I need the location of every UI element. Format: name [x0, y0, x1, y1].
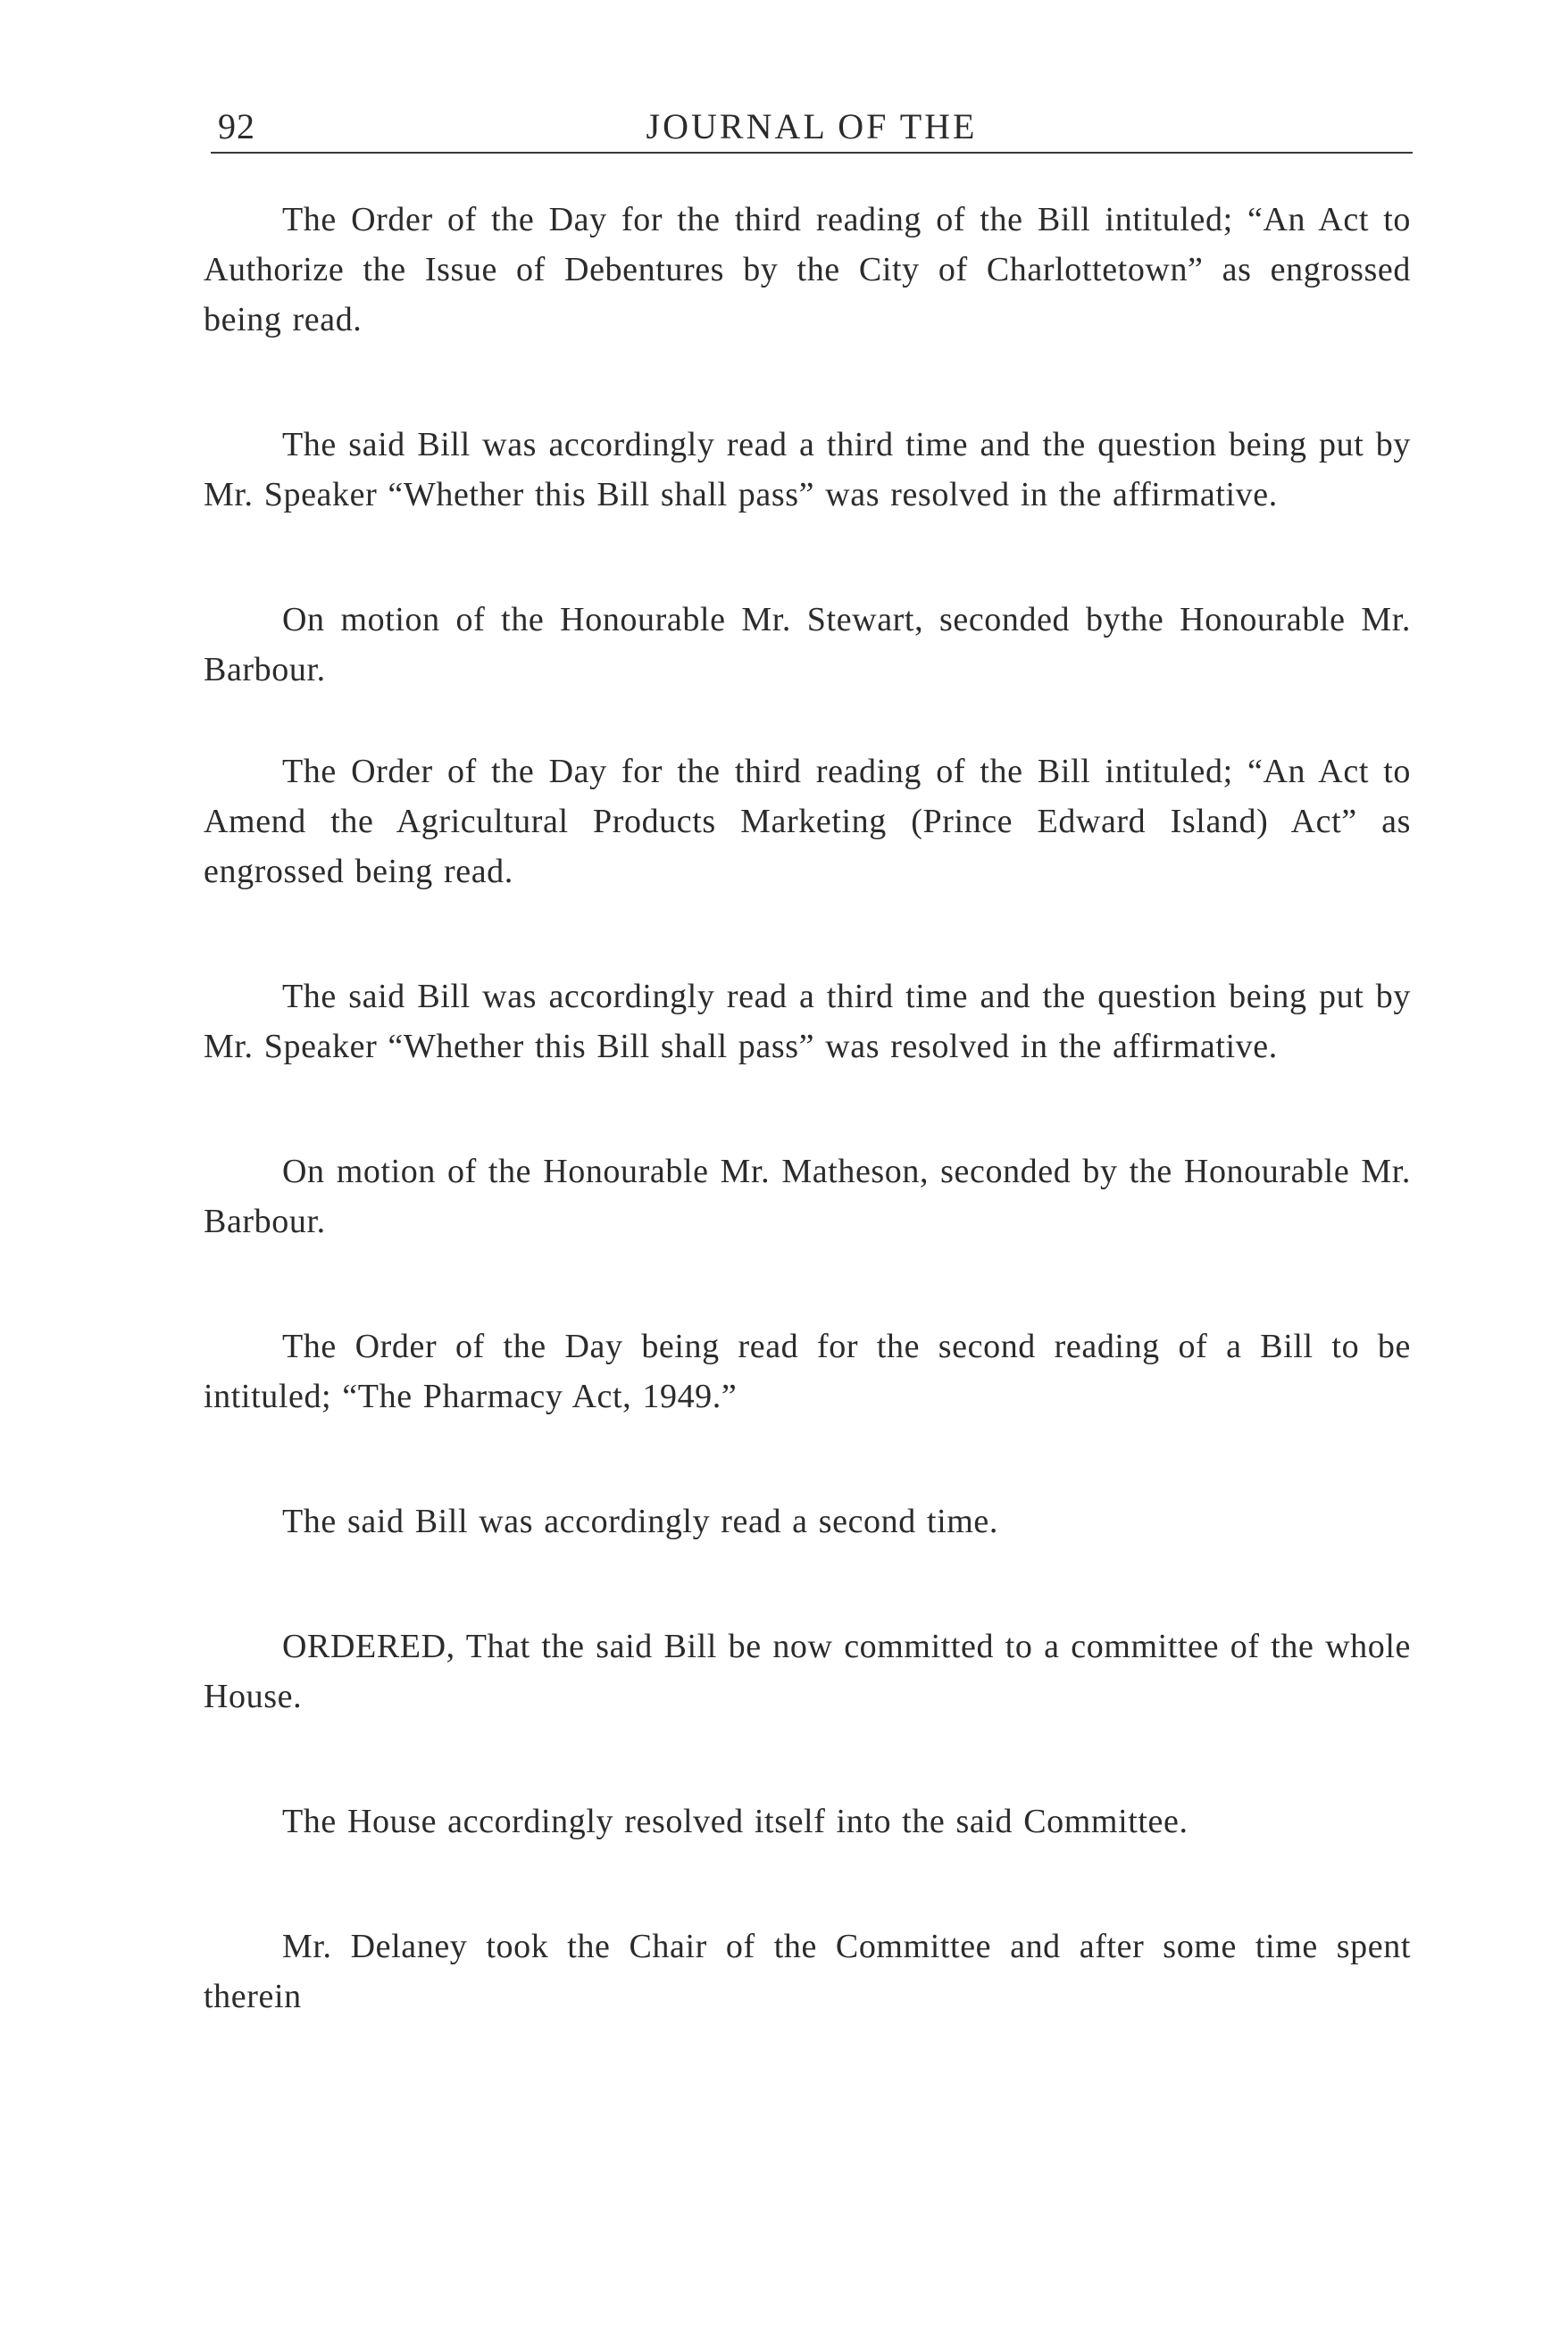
paragraph-ordered-committee: ORDERED, That the said Bill be now committed to a committee of the whole House. — [204, 1628, 1411, 1715]
paragraph-bill-passed: The said Bill was accordingly read a third time and the question being put by Mr. Speaker “Whether this Bill shall pass” was resolved in the affirmative. — [204, 978, 1411, 1065]
paragraph-third-reading-debentures: The Order of the Day for the third reading of the Bill intituled; “An Act to Authorize the Issue of Debentures by the City of Charlottetown” as engrossed being read. — [204, 201, 1411, 338]
running-head: JOURNAL OF THE — [646, 106, 978, 146]
header-rule — [211, 152, 1413, 154]
paragraph-motion-matheson: On motion of the Honourable Mr. Matheson, seconded by the Honourable Mr. Barbour. — [204, 1153, 1411, 1240]
paragraph-house-resolved: The House accordingly resolved itself into the said Committee. — [282, 1803, 1189, 1840]
paragraph-second-reading-pharmacy: The Order of the Day being read for the second reading of a Bill to be intituled; “The Pharmacy Act, 1949.” — [204, 1328, 1411, 1415]
paragraph-bill-passed: The said Bill was accordingly read a third time and the question being put by Mr. Speaker “Whether this Bill shall pass” was resolved in the affirmative. — [204, 426, 1411, 513]
paragraph-motion-stewart: On motion of the Honourable Mr. Stewart, seconded bythe Honourable Mr. Barbour. — [204, 601, 1411, 688]
journal-body — [204, 195, 1411, 2022]
paragraph-read-second-time: The said Bill was accordingly read a second time. — [282, 1503, 998, 1540]
paragraph-delaney-chair: Mr. Delaney took the Chair of the Committee and after some time spent therein — [204, 1928, 1411, 2015]
page-number: 92 — [218, 106, 255, 146]
paragraph-third-reading-marketing: The Order of the Day for the third reading of the Bill intituled; “An Act to Amend the Agricultural Products Marketing (Prince Edward Island) Act” as engrossed being read. — [204, 753, 1411, 890]
page-header — [211, 105, 1413, 155]
